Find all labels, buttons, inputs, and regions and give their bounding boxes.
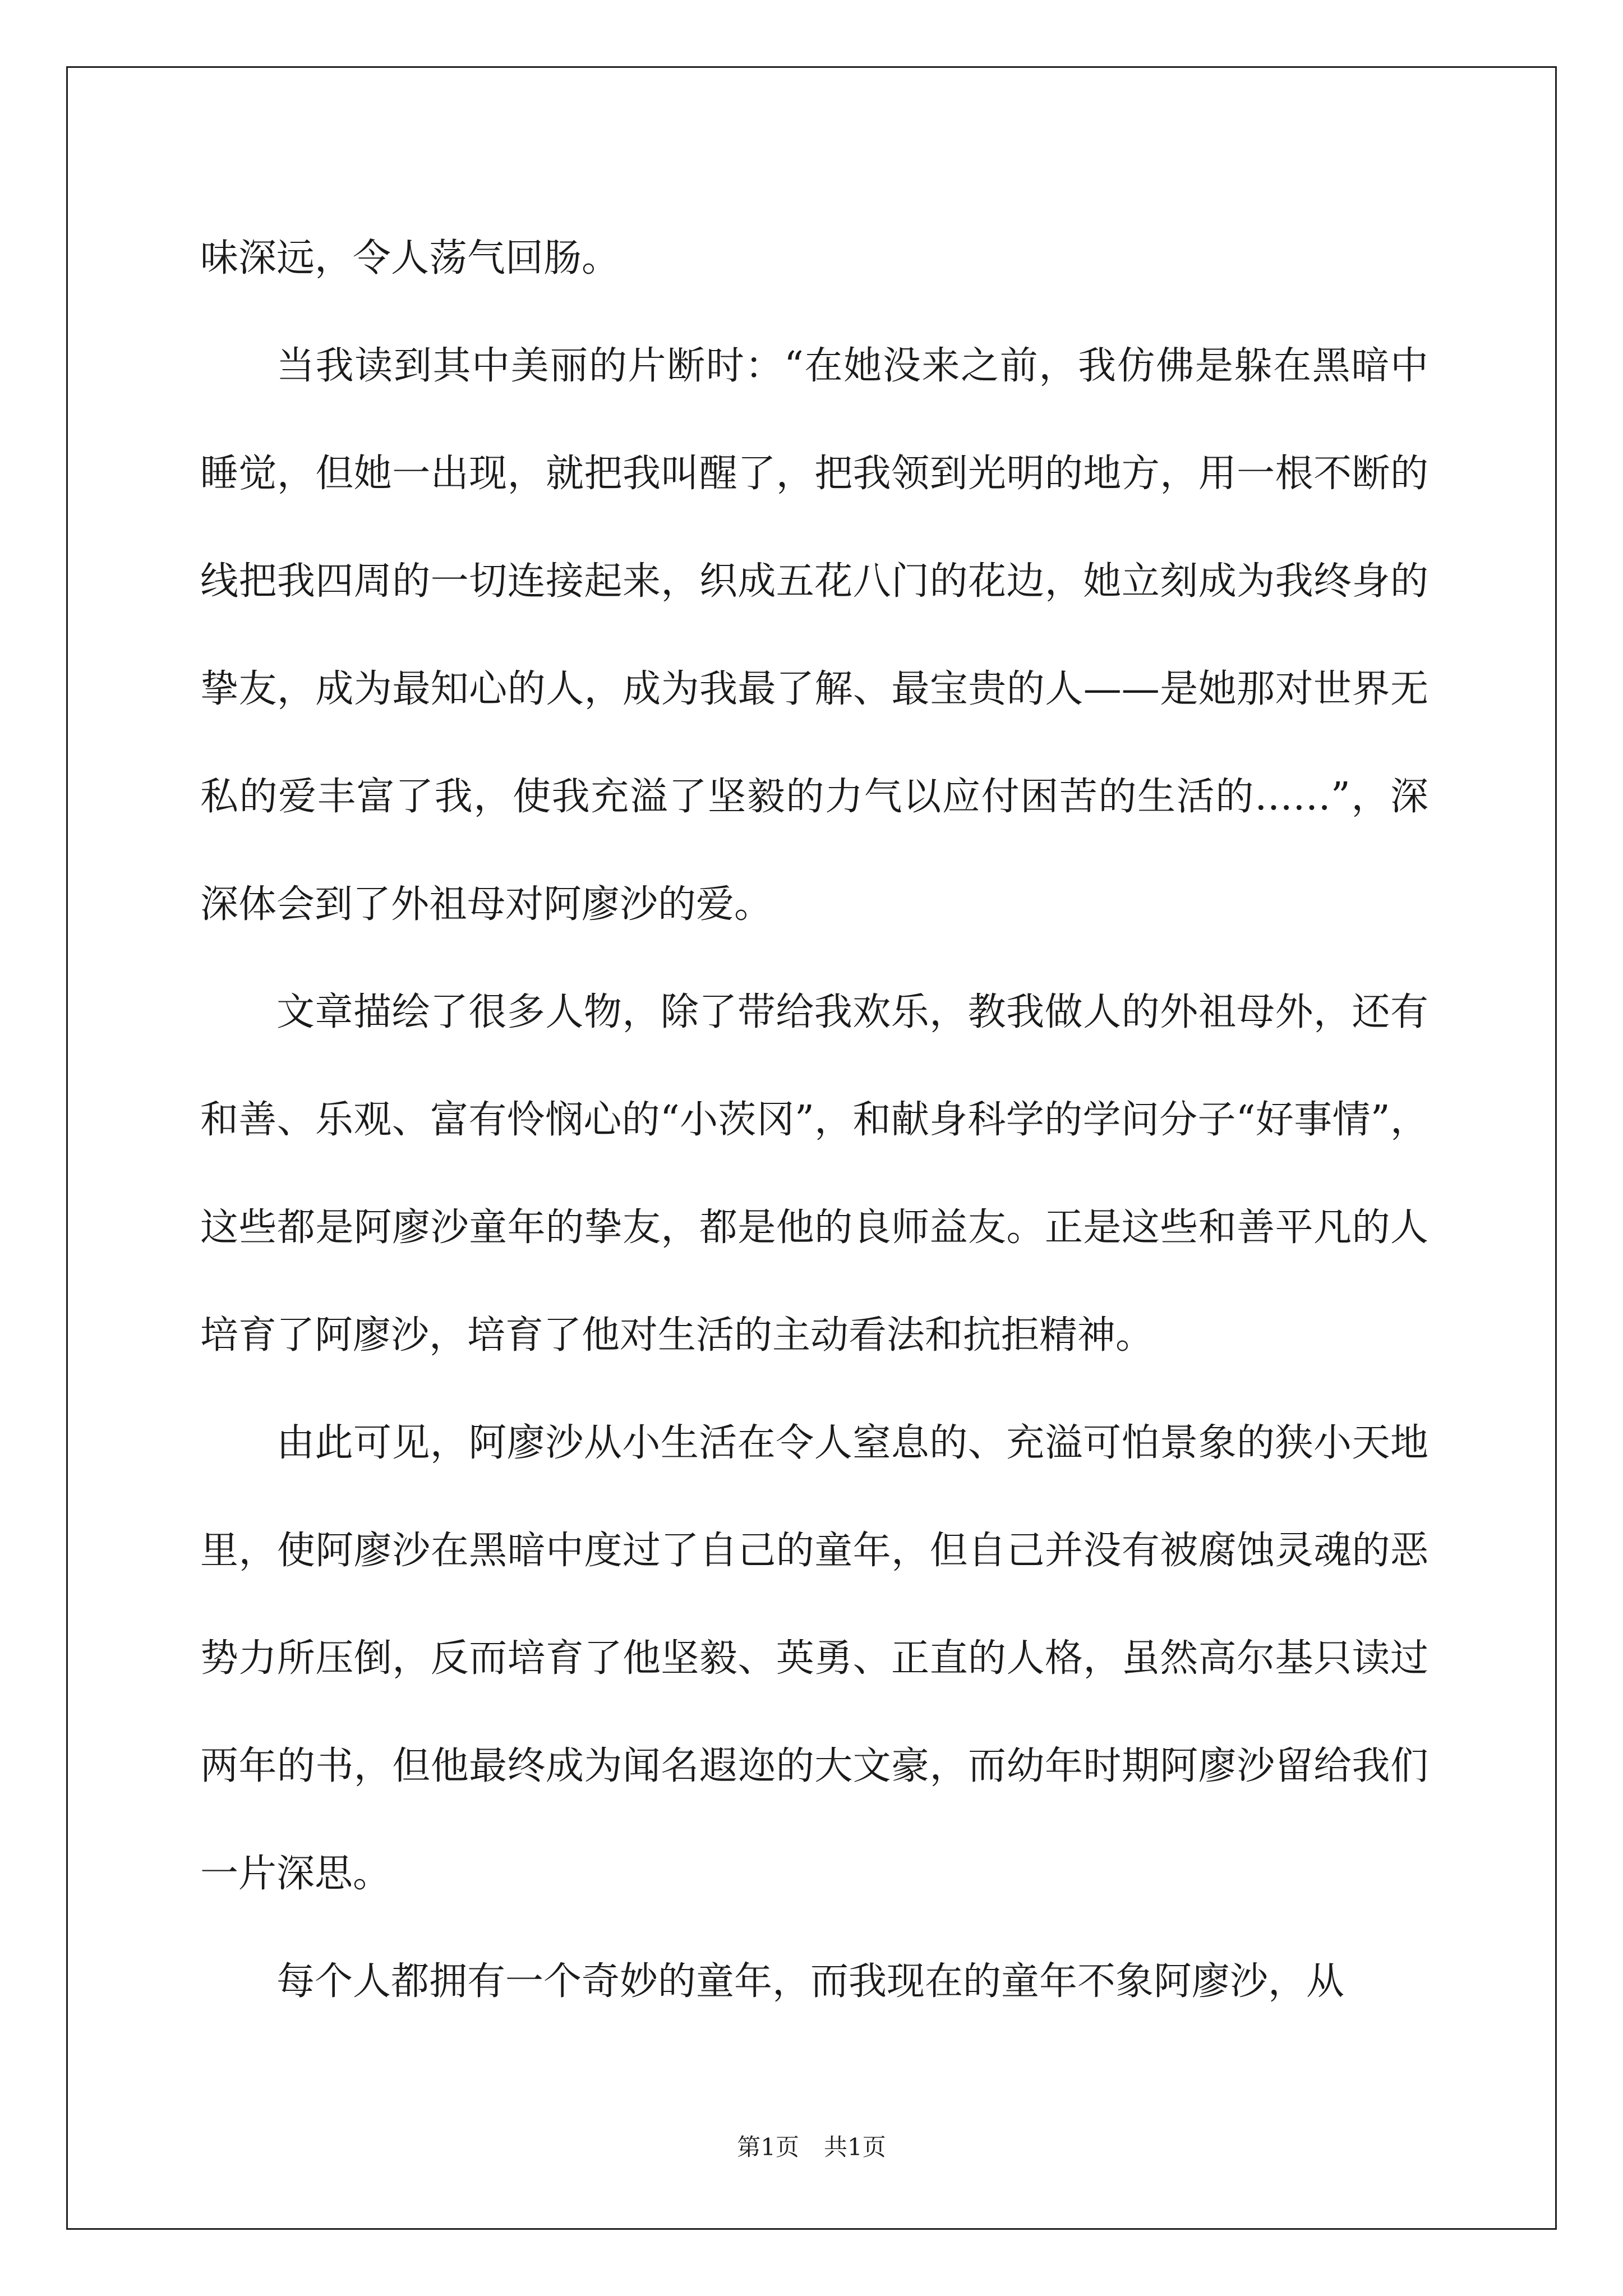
page-total: 共1页 xyxy=(824,2133,886,2161)
page-number: 第1页 xyxy=(737,2133,799,2161)
document-body xyxy=(200,205,1428,2036)
page-footer xyxy=(0,2129,1623,2162)
paragraph: 文章描绘了很多人物，除了带给我欢乐，教我做人的外祖母外，还有和善、乐观、富有怜悯心的“小茨冈”，和献身科学的学问分子“好事情”，这些都是阿廖沙童年的挚友，都是他的良师益友。正是这些和善平凡的人培育了阿廖沙，培育了他对生活的主动看法和抗拒精神。 xyxy=(200,990,1428,1358)
paragraph: 味深远，令人荡气回肠。 xyxy=(200,236,620,280)
paragraph: 当我读到其中美丽的片断时：“在她没来之前，我仿佛是躲在黑暗中睡觉，但她一出现，就把我叫醒了，把我领到光明的地方，用一根不断的线把我四周的一切连接起来，织成五花八门的花边，她立刻成为我终身的挚友，成为最知心的人，成为我最了解、最宝贵的人——是她那对世界无私的爱丰富了我，使我充溢了坚毅的力气以应付困苦的生活的……”，深深体会到了外祖母对阿廖沙的爱。 xyxy=(200,344,1428,927)
paragraph: 每个人都拥有一个奇妙的童年，而我现在的童年不象阿廖沙，从 xyxy=(276,1959,1345,2004)
paragraph: 由此可见，阿廖沙从小生活在令人窒息的、充溢可怕景象的狭小天地里，使阿廖沙在黑暗中度过了自己的童年，但自己并没有被腐蚀灵魂的恶势力所压倒，反而培育了他坚毅、英勇、正直的人格，虽然高尔基只读过两年的书，但他最终成为闻名遐迩的大文豪，而幼年时期阿廖沙留给我们一片深思。 xyxy=(200,1421,1428,1896)
